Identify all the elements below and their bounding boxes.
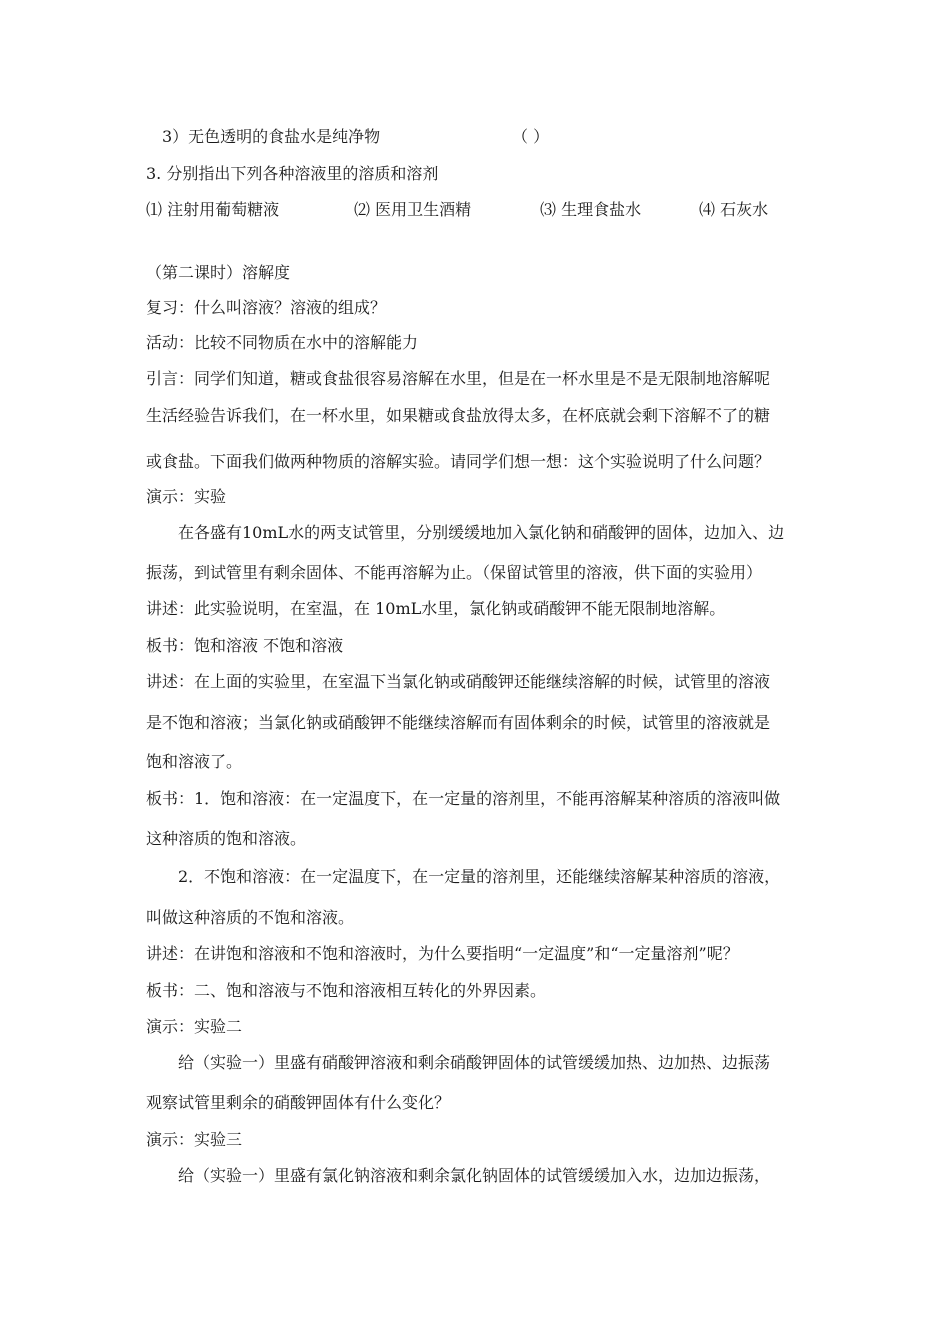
option-4: ⑷ 石灰水: [699, 200, 769, 219]
text-line: 板书：1．饱和溶液：在一定温度下，在一定量的溶剂里，不能再溶解某种溶质的溶液叫做: [146, 789, 781, 808]
text-line: 板书：二、饱和溶液与不饱和溶液相互转化的外界因素。: [146, 981, 547, 1000]
lesson-heading: （第二课时）溶解度: [146, 263, 291, 282]
text-line: 振荡，到试管里有剩余固体、不能再溶解为止。（保留试管里的溶液，供下面的实验用）: [146, 563, 763, 582]
text-line: 讲述：在上面的实验里，在室温下当氯化钠或硝酸钾还能继续溶解的时候，试管里的溶液: [146, 672, 771, 691]
text-line: 板书：饱和溶液 不饱和溶液: [146, 636, 344, 655]
text-line: 演示：实验三: [146, 1130, 243, 1149]
text-line: 在各盛有10mL水的两支试管里，分别缓缓地加入氯化钠和硝酸钾的固体，边加入、边: [178, 523, 785, 542]
text-line: 讲述：在讲饱和溶液和不饱和溶液时，为什么要指明“一定温度”和“一定量溶剂”呢？: [146, 944, 739, 963]
question-3-statement: 3）无色透明的食盐水是纯净物: [162, 127, 381, 146]
text-line: 演示：实验二: [146, 1017, 243, 1036]
answer-blank: （ ）: [512, 127, 550, 146]
text-line: 这种溶质的饱和溶液。: [146, 829, 307, 848]
text-line: 生活经验告诉我们，在一杯水里，如果糖或食盐放得太多，在杯底就会剩下溶解不了的糖: [146, 406, 771, 425]
text-line: 给（实验一）里盛有氯化钠溶液和剩余氯化钠固体的试管缓缓加入水，边加边振荡，: [178, 1166, 771, 1185]
text-line: 给（实验一）里盛有硝酸钾溶液和剩余硝酸钾固体的试管缓缓加热、边加热、边振荡: [178, 1053, 771, 1072]
text-line: 引言：同学们知道，糖或食盐很容易溶解在水里，但是在一杯水里是不是无限制地溶解呢: [146, 369, 771, 388]
text-line: 饱和溶液了。: [146, 752, 243, 771]
text-line: 或食盐。下面我们做两种物质的溶解实验。请同学们想一想：这个实验说明了什么问题？: [146, 452, 771, 471]
text-line: 2．不饱和溶液：在一定温度下，在一定量的溶剂里，还能继续溶解某种溶质的溶液，: [178, 867, 781, 886]
text-line: 是不饱和溶液；当氯化钠或硝酸钾不能继续溶解而有固体剩余的时候，试管里的溶液就是: [146, 713, 771, 732]
text-line: 讲述：此实验说明，在室温，在 10mL水里，氯化钠或硝酸钾不能无限制地溶解。: [146, 599, 726, 618]
option-3: ⑶ 生理食盐水: [540, 200, 642, 219]
text-line: 叫做这种溶质的不饱和溶液。: [146, 908, 355, 927]
text-line: 活动：比较不同物质在水中的溶解能力: [146, 333, 419, 352]
text-line: 观察试管里剩余的硝酸钾固体有什么变化？: [146, 1093, 451, 1112]
text-line: 演示：实验: [146, 487, 227, 506]
question-title: 3. 分别指出下列各种溶液里的溶质和溶剂: [146, 164, 439, 183]
option-2: ⑵ 医用卫生酒精: [354, 200, 472, 219]
option-1: ⑴ 注射用葡萄糖液: [146, 200, 280, 219]
text-line: 复习：什么叫溶液？溶液的组成？: [146, 298, 387, 317]
